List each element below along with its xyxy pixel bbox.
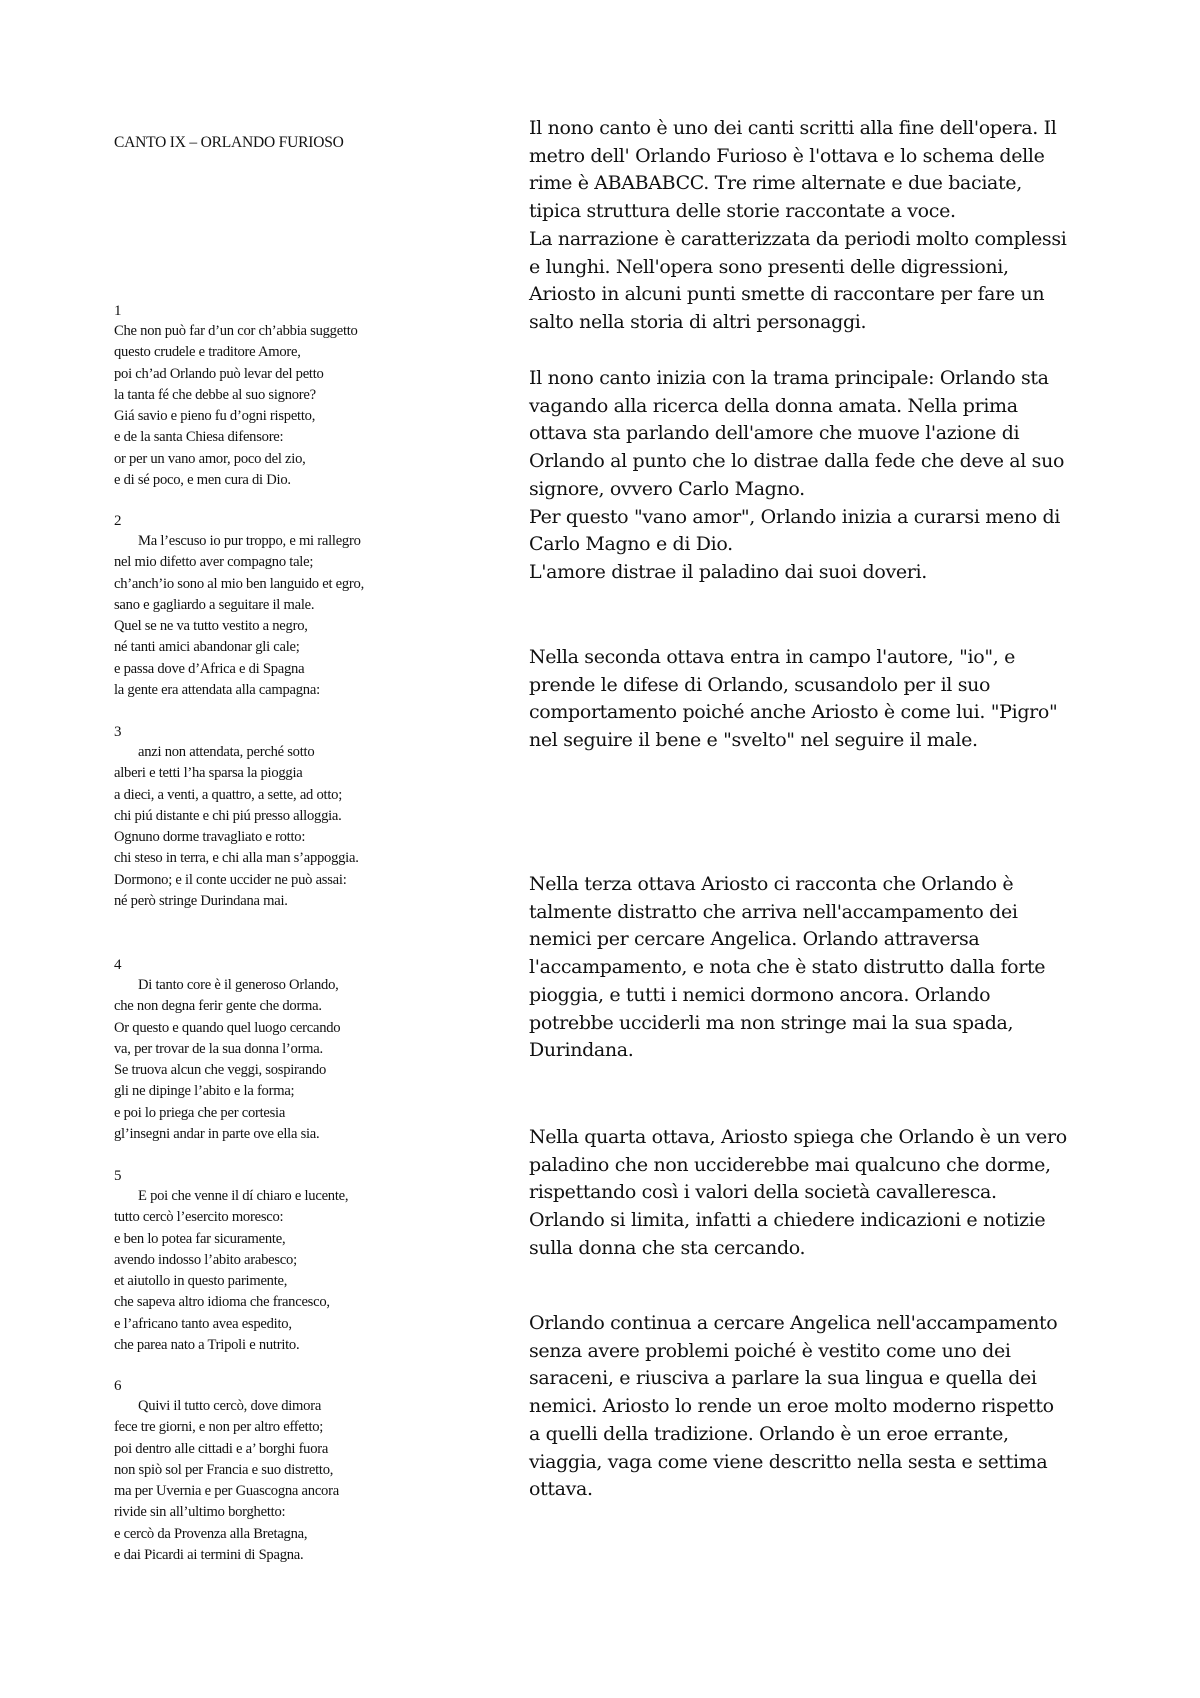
stanza-number: 4	[114, 957, 122, 973]
paragraph-line: e lunghi. Nell'opera sono presenti delle digressioni,	[529, 255, 1009, 278]
verse-line: tutto cercò l’esercito moresco:	[114, 1209, 284, 1226]
verse-line: poi dentro alle cittadi e a’ borghi fuora	[114, 1440, 329, 1457]
verse-line: e poi lo priega che per cortesia	[114, 1104, 286, 1121]
verse-line: Quel se ne va tutto vestito a negro,	[114, 618, 308, 635]
paragraph-line: a quelli della tradizione. Orlando è un eroe errante,	[529, 1422, 1009, 1445]
verse-line: Giá savio e pieno fu d’ogni rispetto,	[114, 408, 316, 425]
verse-line: gli ne dipinge l’abito e la forma;	[114, 1083, 295, 1100]
paragraph-line: Il nono canto è uno dei canti scritti alla fine dell'opera. Il	[529, 117, 1057, 139]
paragraph-line: pioggia, e tutti i nemici dormono ancora. Orlando	[529, 983, 991, 1006]
paragraph-line: paladino che non ucciderebbe mai qualcuno che dorme,	[529, 1153, 1051, 1176]
verse-line: sano e gagliardo a seguitare il male.	[114, 596, 315, 613]
paragraph-line: Carlo Magno e di Dio.	[529, 533, 733, 556]
stanza-number: 1	[114, 303, 122, 319]
paragraph-line: Ariosto in alcuni punti smette di raccontare per fare un	[529, 283, 1045, 306]
paragraph-line: nemici. Ariosto lo rende un eroe molto moderno rispetto	[529, 1395, 1054, 1418]
verse-line: a dieci, a venti, a quattro, a sette, ad otto;	[114, 786, 342, 803]
verse-line: Quivi il tutto cercò, dove dimora	[138, 1398, 322, 1414]
stanza-5	[114, 1166, 474, 1356]
verse-line: e dai Picardi ai termini di Spagna.	[114, 1547, 304, 1564]
paragraph-line: comportamento poiché anche Ariosto è come lui. "Pigro"	[529, 701, 1058, 724]
paragraph-line: senza avere problemi poiché è vestito come uno dei	[529, 1339, 1011, 1362]
verse-line: né però stringe Durindana mai.	[114, 893, 288, 910]
verse-line: nel mio difetto aver compagno tale;	[114, 554, 314, 571]
verse-line: e de la santa Chiesa difensore:	[114, 429, 284, 446]
verse-line: avendo indosso l’abito arabesco;	[114, 1251, 297, 1268]
paragraph-line: prende le difese di Orlando, scusandolo per il suo	[529, 673, 991, 696]
paragraph-line: signore, ovvero Carlo Magno.	[529, 477, 805, 500]
paragraph-line: metro dell' Orlando Furioso è l'ottava e lo schema delle	[529, 144, 1045, 167]
verse-line: e passa dove d’Africa e di Spagna	[114, 660, 305, 677]
verse-line: ch’anch’io sono al mio ben languido et egro,	[114, 575, 364, 592]
commentary-paragraph-5	[529, 1124, 1099, 1263]
paragraph-line: potrebbe ucciderli ma non stringe mai la sua spada,	[529, 1011, 1014, 1034]
paragraph-line: Il nono canto inizia con la trama principale: Orlando sta	[529, 367, 1049, 389]
paragraph-line: Orlando si limita, infatti a chiedere indicazioni e notizie	[529, 1209, 1046, 1232]
paragraph-line: Nella quarta ottava, Ariosto spiega che Orlando è un vero	[529, 1126, 1067, 1148]
verse-line: e l’africano tanto avea espedito,	[114, 1315, 292, 1332]
verse-line: va, per trovar de la sua donna l’orma.	[114, 1040, 323, 1057]
verse-line: che sapeva altro idioma che francesco,	[114, 1294, 330, 1311]
paragraph-line: l'accampamento, e nota che è stato distrutto dalla forte	[529, 956, 1046, 979]
paragraph-line: viaggia, vaga come viene descritto nella sesta e settima	[529, 1450, 1048, 1473]
document-title: CANTO IX – ORLANDO FURIOSO	[114, 134, 344, 151]
verse-line: fece tre giorni, e non per altro effetto;	[114, 1419, 324, 1436]
stanza-2	[114, 511, 474, 701]
paragraph-line: ottava sta parlando dell'amore che muove l'azione di	[529, 422, 1020, 445]
stanza-6	[114, 1376, 474, 1566]
verse-line: che parea nato a Tripoli e nutrito.	[114, 1337, 300, 1354]
verse-line: Ma l’escuso io pur troppo, e mi rallegro	[138, 533, 361, 549]
verse-line: non spiò sol per Francia e suo distretto,	[114, 1461, 334, 1478]
stanza-number: 6	[114, 1378, 122, 1394]
paragraph-line: La narrazione è caratterizzata da periodi molto complessi	[529, 227, 1067, 250]
verse-line: et aiutollo in questo parimente,	[114, 1273, 288, 1290]
verse-line: questo crudele e traditore Amore,	[114, 344, 301, 361]
verse-line: Di tanto core è il generoso Orlando,	[138, 977, 339, 993]
paragraph-line: Nella terza ottava Ariosto ci racconta che Orlando è	[529, 873, 1014, 895]
verse-line: e ben lo potea far sicuramente,	[114, 1230, 286, 1247]
commentary-paragraph-6	[529, 1310, 1099, 1504]
verse-line: Che non può far d’un cor ch’abbia suggetto	[114, 323, 358, 339]
commentary-paragraph-1	[529, 115, 1099, 337]
stanza-number: 2	[114, 513, 122, 529]
verse-line: poi ch’ad Orlando può levar del petto	[114, 365, 324, 382]
verse-line: Se truova alcun che veggi, sospirando	[114, 1062, 327, 1079]
paragraph-line: talmente distratto che arriva nell'accampamento dei	[529, 900, 1018, 923]
paragraph-line: nel seguire il bene e "svelto" nel seguire il male.	[529, 729, 978, 752]
verse-line: e di sé poco, e men cura di Dio.	[114, 472, 291, 489]
paragraph-line: L'amore distrae il paladino dai suoi doveri.	[529, 560, 927, 583]
verse-line: la gente era attendata alla campagna:	[114, 682, 320, 699]
verse-line: chi steso in terra, e chi alla man s’appoggia.	[114, 850, 359, 867]
verse-line: Dormono; e il conte uccider ne può assai:	[114, 871, 347, 888]
paragraph-line: vagando alla ricerca della donna amata. Nella prima	[529, 394, 1018, 417]
verse-line: né tanti amici abandonar gli cale;	[114, 639, 300, 656]
paragraph-line: Nella seconda ottava entra in campo l'autore, "io", e	[529, 646, 1016, 668]
paragraph-line: rime è ABABABCC. Tre rime alternate e due baciate,	[529, 172, 1022, 195]
paragraph-line: ottava.	[529, 1478, 593, 1501]
verse-line: che non degna ferir gente che dorma.	[114, 998, 322, 1015]
verse-line: e cercò da Provenza alla Bretagna,	[114, 1525, 308, 1542]
verse-line: chi piú distante e chi piú presso alloggia.	[114, 807, 342, 824]
paragraph-line: rispettando così i valori della società cavalleresca.	[529, 1181, 997, 1204]
paragraph-line: saraceni, e riusciva a parlare la sua lingua e quella dei	[529, 1367, 1037, 1390]
stanza-number: 3	[114, 724, 122, 740]
paragraph-line: sulla donna che sta cercando.	[529, 1236, 806, 1259]
paragraph-line: Per questo "vano amor", Orlando inizia a curarsi meno di	[529, 505, 1061, 528]
verse-line: Or questo e quando quel luogo cercando	[114, 1019, 341, 1036]
paragraph-line: nemici per cercare Angelica. Orlando attraversa	[529, 928, 980, 951]
verse-line: la tanta fé che debbe al suo signore?	[114, 386, 316, 403]
paragraph-line: Durindana.	[529, 1039, 634, 1062]
commentary-paragraph-3	[529, 644, 1099, 755]
paragraph-line: tipica struttura delle storie raccontate a voce.	[529, 200, 956, 223]
verse-line: Ognuno dorme travagliato e rotto:	[114, 829, 306, 846]
paragraph-line: Orlando al punto che lo distrae dalla fede che deve al suo	[529, 450, 1065, 473]
paragraph-line: salto nella storia di altri personaggi.	[529, 310, 867, 333]
stanza-3	[114, 722, 474, 912]
verse-line: gl’insegni andar in parte ove ella sia.	[114, 1126, 320, 1143]
stanza-4	[114, 955, 474, 1145]
verse-line: or per un vano amor, poco del zio,	[114, 450, 306, 467]
stanza-number: 5	[114, 1168, 122, 1184]
commentary-paragraph-2	[529, 365, 1099, 587]
verse-line: alberi e tetti l’ha sparsa la pioggia	[114, 765, 303, 782]
verse-line: anzi non attendata, perché sotto	[138, 744, 315, 760]
stanza-1	[114, 301, 474, 491]
commentary-paragraph-4	[529, 871, 1099, 1065]
paragraph-line: Orlando continua a cercare Angelica nell'accampamento	[529, 1312, 1058, 1334]
verse-line: ma per Uvernia e per Guascogna ancora	[114, 1483, 339, 1500]
poem-column	[114, 133, 474, 1564]
verse-line: rivide sin all’ultimo borghetto:	[114, 1504, 286, 1521]
verse-line: E poi che venne il dí chiaro e lucente,	[138, 1188, 349, 1204]
